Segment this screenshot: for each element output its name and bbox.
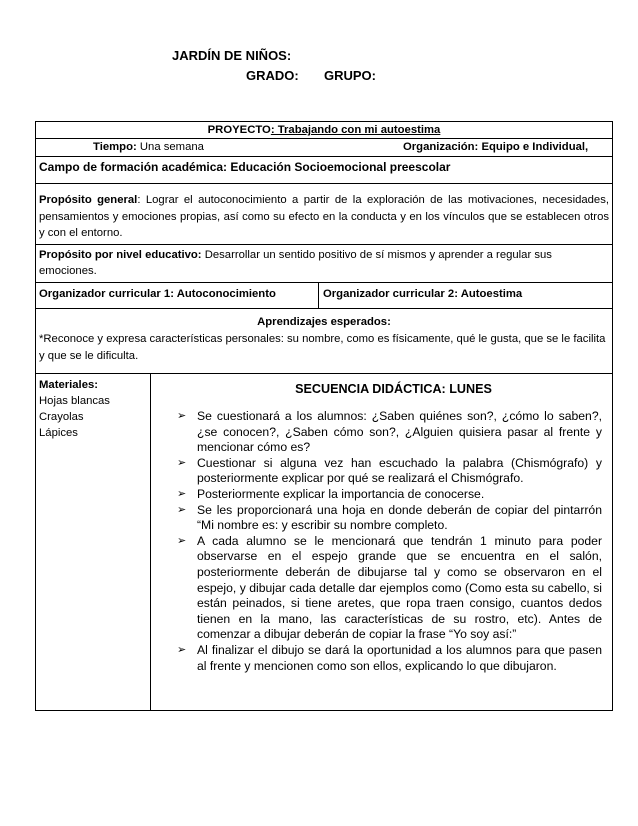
campo-row bbox=[36, 157, 612, 184]
aprendizajes-title: Aprendizajes esperados: bbox=[257, 315, 391, 328]
organizador2-cell bbox=[319, 283, 612, 308]
organizadores-row bbox=[36, 283, 612, 309]
proposito-general-row bbox=[36, 184, 612, 245]
list-item-text: Se les proporcionará una hoja en donde deberán de copiar del pintarrón “Mi nombre es: y escribir su nombre completo. bbox=[197, 502, 602, 533]
list-item-text: Posteriormente explicar la importancia de conocerse. bbox=[197, 487, 485, 502]
aprendizajes-text: *Reconoce y expresa características personales: su nombre, como es físicamente, qué le gusta, que se le facilita y que se le dificulta. bbox=[39, 332, 606, 362]
arrow-bullet-icon: ➢ bbox=[177, 488, 187, 501]
proposito-nivel-label: Propósito por nivel educativo: bbox=[39, 248, 202, 261]
project-row bbox=[36, 122, 612, 139]
organizador1-label: Organizador curricular 1: bbox=[39, 287, 174, 300]
list-item bbox=[175, 503, 602, 534]
project-prefix: PROYECTO bbox=[207, 124, 271, 136]
organizador1-cell bbox=[36, 283, 319, 308]
arrow-bullet-icon: ➢ bbox=[177, 534, 187, 547]
arrow-bullet-icon: ➢ bbox=[177, 503, 187, 516]
arrow-bullet-icon: ➢ bbox=[177, 644, 187, 656]
time-cell bbox=[36, 139, 403, 156]
planning-table bbox=[35, 121, 613, 711]
sequence-cell bbox=[151, 374, 612, 710]
proposito-nivel-text: Desarrollar un sentido positivo de sí mismos y aprender a regular sus emociones. bbox=[39, 248, 552, 277]
organization-value: Equipo e Individual, bbox=[481, 141, 589, 153]
list-item bbox=[175, 409, 602, 456]
project-title: : Trabajando con mi autoestima bbox=[270, 124, 441, 136]
list-item bbox=[175, 534, 602, 643]
time-value: Una semana bbox=[139, 141, 204, 153]
grade-label: GRADO: bbox=[246, 68, 299, 83]
material-item: Lápices bbox=[39, 426, 78, 439]
list-item bbox=[175, 456, 602, 487]
materials-sequence-row bbox=[36, 374, 612, 710]
organization-label: Organización: bbox=[403, 141, 479, 153]
sequence-list bbox=[175, 409, 602, 674]
list-item-text: Se cuestionará a los alumnos: ¿Saben quiénes son?, ¿cómo lo saben?, ¿se conocen?, ¿Saben cómo son?, ¿Alguien quisiera pasar al frente y mencionar cómo es? bbox=[197, 409, 602, 455]
list-item-text: Cuestionar si alguna vez han escuchado la palabra (Chismógrafo) y posteriormente explicar por qué se realizará el Chismógrafo. bbox=[197, 455, 602, 486]
materials-cell bbox=[36, 374, 151, 710]
organizador1-value: Autoconocimiento bbox=[173, 287, 276, 300]
time-organization-row bbox=[36, 139, 612, 157]
sequence-title: SECUENCIA DIDÁCTICA: LUNES bbox=[295, 381, 492, 396]
arrow-bullet-icon: ➢ bbox=[177, 456, 187, 469]
materials-title: Materiales: bbox=[39, 378, 99, 391]
material-item: Hojas blancas bbox=[39, 394, 110, 407]
list-item bbox=[175, 487, 602, 503]
list-item-text: A cada alumno se le mencionará que tendrán 1 minuto para poder observarse en el espejo grande que se encuentra en el salón, posteriormente deberán de dibujarse tal y como se observaron en el espejo, y dibujar cada detalle dar ejemplos como (Como esta su cabello, si están peinados, si tiene aretes, que ropa traen consigo, cuantos dedos tienen en la mano, las características de su rostro, etc). Antes de comenzar a dibujar deberán de copiar la frase “Yo soy así:” bbox=[197, 533, 602, 642]
time-label: Tiempo: bbox=[93, 141, 137, 153]
campo-text: Campo de formación académica: Educación Socioemocional preescolar bbox=[39, 160, 451, 174]
organizador2-value: Autoestima bbox=[457, 287, 523, 300]
proposito-nivel-row bbox=[36, 245, 612, 283]
proposito-general-label: Propósito general bbox=[39, 194, 138, 206]
group-label: GRUPO: bbox=[324, 68, 376, 83]
list-item bbox=[175, 643, 602, 674]
material-item: Crayolas bbox=[39, 410, 84, 423]
organizador2-label: Organizador curricular 2: bbox=[323, 287, 458, 300]
aprendizajes-row bbox=[36, 309, 612, 374]
organization-cell bbox=[403, 139, 612, 156]
proposito-general-text: : Lograr el autoconocimiento a partir de la exploración de las motivaciones, necesidades, pensamientos y emociones propias, así como su efecto en la conducta y en los vínculos que se establecen otros y con el entorno. bbox=[39, 194, 609, 239]
list-item-text: Al finalizar el dibujo se dará la oportunidad a los alumnos para que pasen al frente y mencionen como son ellos, explicando lo que dibujaron. bbox=[197, 643, 602, 673]
arrow-bullet-icon: ➢ bbox=[177, 410, 187, 423]
kinder-label: JARDÍN DE NIÑOS: bbox=[172, 48, 292, 63]
